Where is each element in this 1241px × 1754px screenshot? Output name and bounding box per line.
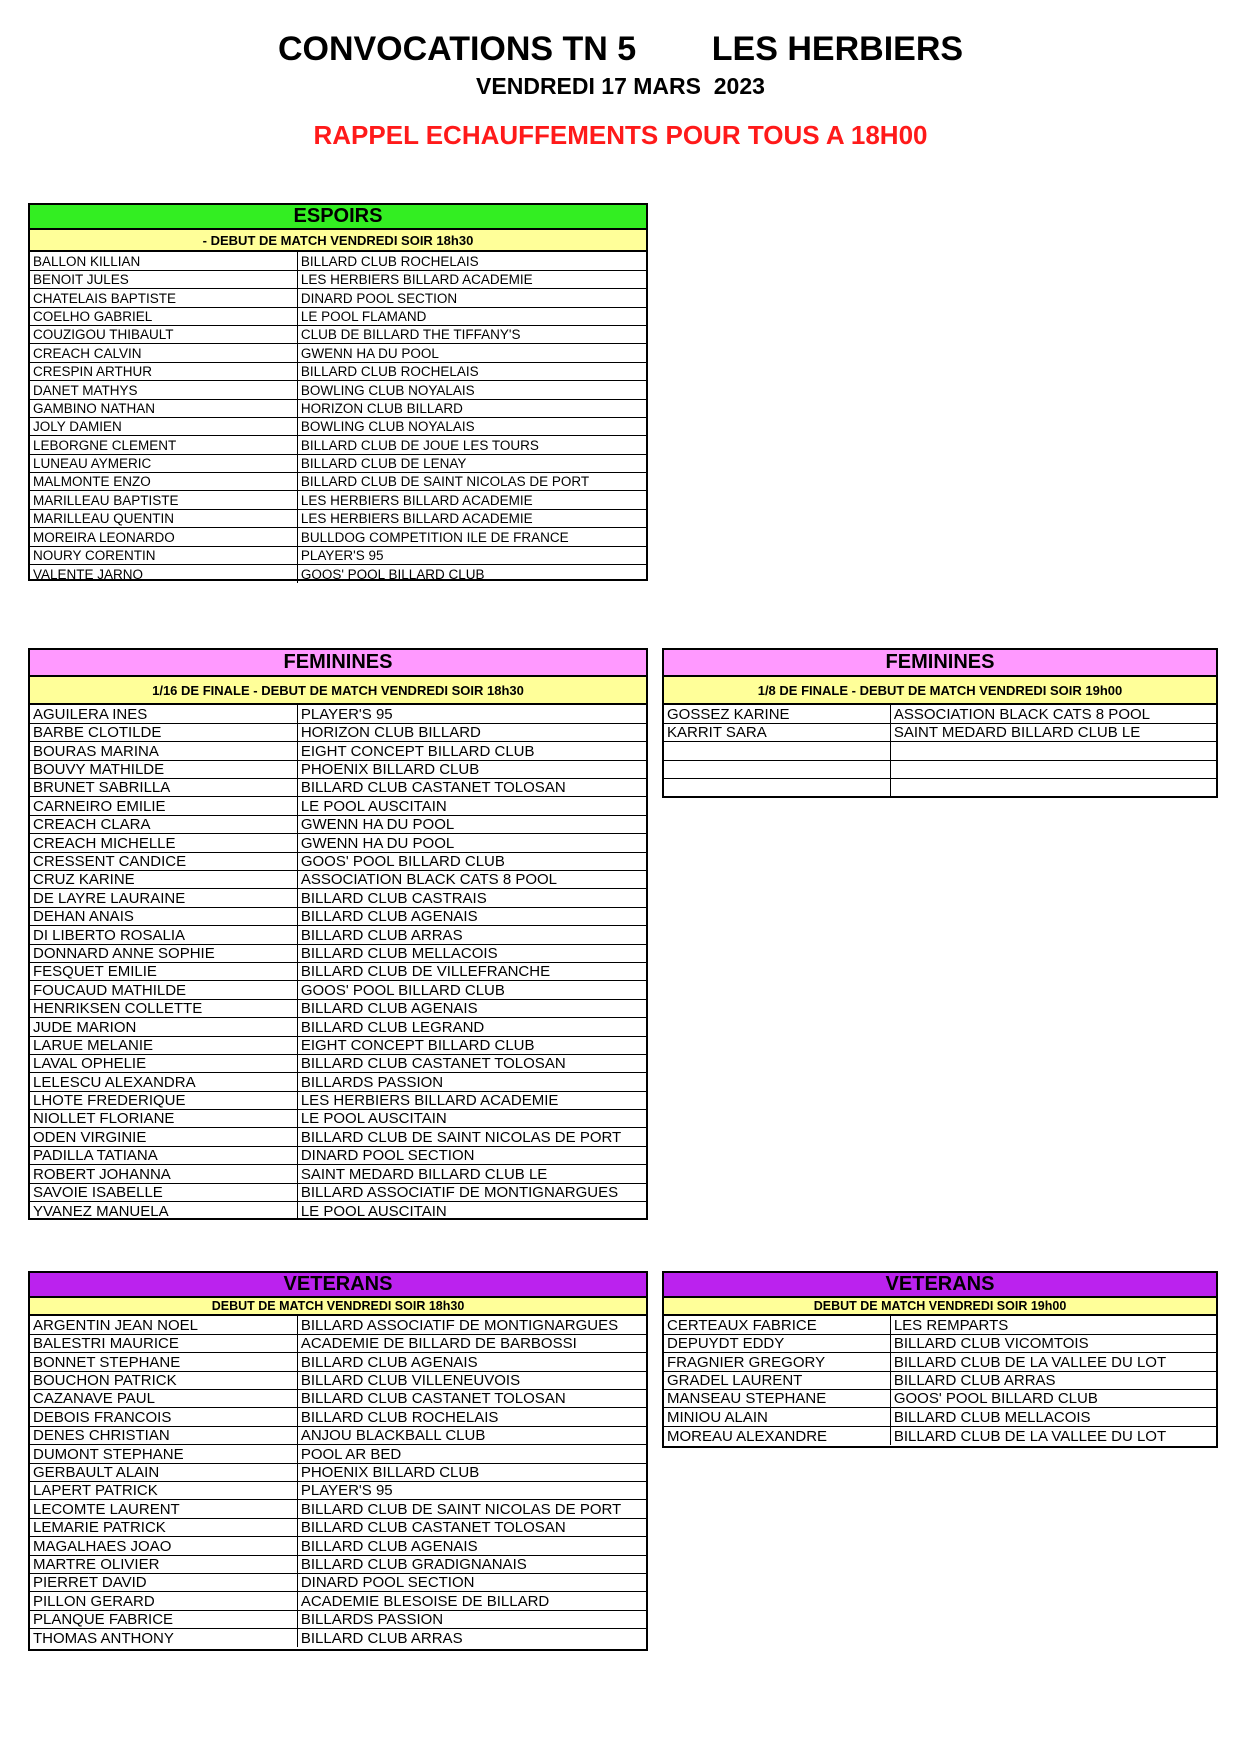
table-row bbox=[664, 1390, 1216, 1408]
table-row bbox=[30, 834, 646, 852]
espoirs-header: ESPOIRS bbox=[30, 205, 646, 230]
espoirs-list bbox=[30, 252, 646, 583]
page-title: CONVOCATIONS TN 5 LES HERBIERS bbox=[277, 30, 964, 68]
player-name: PADILLA TATIANA bbox=[30, 1146, 297, 1164]
club-name: BILLARD CLUB AGENAIS bbox=[297, 1537, 646, 1555]
player-name: JOLY DAMIEN bbox=[30, 417, 297, 435]
table-row bbox=[30, 270, 646, 288]
table-row bbox=[30, 1555, 646, 1573]
player-name: LELESCU ALEXANDRA bbox=[30, 1073, 297, 1091]
club-name: BILLARD CLUB AGENAIS bbox=[297, 1353, 646, 1371]
table-row bbox=[30, 1408, 646, 1426]
table-row bbox=[30, 760, 646, 778]
player-name: COELHO GABRIEL bbox=[30, 307, 297, 325]
table-row bbox=[30, 1110, 646, 1128]
club-name: EIGHT CONCEPT BILLARD CLUB bbox=[297, 742, 646, 760]
player-name: MAGALHAES JOAO bbox=[30, 1537, 297, 1555]
club-name: PHOENIX BILLARD CLUB bbox=[297, 760, 646, 778]
club-name: BILLARD CLUB AGENAIS bbox=[297, 907, 646, 925]
player-name: CREACH MICHELLE bbox=[30, 834, 297, 852]
table-row bbox=[30, 252, 646, 270]
table-row bbox=[30, 1183, 646, 1201]
table-row bbox=[30, 1091, 646, 1109]
player-name: SAVOIE ISABELLE bbox=[30, 1183, 297, 1201]
feminines-8-list bbox=[664, 705, 1216, 797]
table-row bbox=[30, 999, 646, 1017]
table-row bbox=[30, 1573, 646, 1591]
table-row bbox=[30, 1202, 646, 1220]
player-name: BOUVY MATHILDE bbox=[30, 760, 297, 778]
espoirs-table bbox=[28, 203, 648, 581]
table-row bbox=[664, 1371, 1216, 1389]
club-name: PLAYER'S 95 bbox=[297, 705, 646, 723]
table-row bbox=[30, 1128, 646, 1146]
player-name: MARTRE OLIVIER bbox=[30, 1555, 297, 1573]
table-row bbox=[30, 1500, 646, 1518]
player-name: NIOLLET FLORIANE bbox=[30, 1110, 297, 1128]
player-name: THOMAS ANTHONY bbox=[30, 1629, 297, 1647]
table-row bbox=[30, 779, 646, 797]
club-name: LE POOL AUSCITAIN bbox=[297, 1110, 646, 1128]
club-name: ACADEMIE DE BILLARD DE BARBOSSI bbox=[297, 1334, 646, 1352]
table-row bbox=[30, 1610, 646, 1628]
club-name: EIGHT CONCEPT BILLARD CLUB bbox=[297, 1036, 646, 1054]
club-name: BILLARD CLUB DE VILLEFRANCHE bbox=[297, 962, 646, 980]
club-name: BILLARD CLUB DE JOUE LES TOURS bbox=[297, 436, 646, 454]
player-name: ARGENTIN JEAN NOEL bbox=[30, 1316, 297, 1334]
player-name: ODEN VIRGINIE bbox=[30, 1128, 297, 1146]
table-row bbox=[30, 1426, 646, 1444]
table-row bbox=[30, 705, 646, 723]
club-name: BILLARD CLUB AGENAIS bbox=[297, 999, 646, 1017]
feminines-16-subheader: 1/16 DE FINALE - DEBUT DE MATCH VENDREDI SOIR 18h30 bbox=[30, 677, 646, 705]
player-name: CRUZ KARINE bbox=[30, 871, 297, 889]
table-row bbox=[30, 852, 646, 870]
club-name: LES HERBIERS BILLARD ACADEMIE bbox=[297, 270, 646, 288]
table-row bbox=[664, 1316, 1216, 1334]
player-name: MANSEAU STEPHANE bbox=[664, 1390, 890, 1408]
club-name: ASSOCIATION BLACK CATS 8 POOL bbox=[297, 871, 646, 889]
player-name: LECOMTE LAURENT bbox=[30, 1500, 297, 1518]
club-name: BOWLING CLUB NOYALAIS bbox=[297, 417, 646, 435]
table-row bbox=[664, 1408, 1216, 1426]
club-name: GWENN HA DU POOL bbox=[297, 344, 646, 362]
club-name: LES HERBIERS BILLARD ACADEMIE bbox=[297, 509, 646, 527]
table-row bbox=[30, 344, 646, 362]
table-row bbox=[30, 1165, 646, 1183]
club-name: BILLARD CLUB MELLACOIS bbox=[890, 1408, 1216, 1426]
club-name: BILLARD CLUB ARRAS bbox=[890, 1371, 1216, 1389]
club-name: BILLARD CLUB CASTANET TOLOSAN bbox=[297, 1390, 646, 1408]
club-name: BILLARD ASSOCIATIF DE MONTIGNARGUES bbox=[297, 1316, 646, 1334]
table-row bbox=[30, 1482, 646, 1500]
club-name: ACADEMIE BLESOISE DE BILLARD bbox=[297, 1592, 646, 1610]
club-name: PLAYER'S 95 bbox=[297, 546, 646, 564]
table-row bbox=[30, 1537, 646, 1555]
player-name: KARRIT SARA bbox=[664, 723, 890, 741]
club-name bbox=[890, 742, 1216, 760]
table-row bbox=[30, 289, 646, 307]
player-name: MARILLEAU QUENTIN bbox=[30, 509, 297, 527]
feminines-8-header: FEMININES bbox=[664, 650, 1216, 677]
player-name: DEBOIS FRANCOIS bbox=[30, 1408, 297, 1426]
veterans-1830-table bbox=[28, 1271, 648, 1651]
club-name: BILLARD CLUB DE LENAY bbox=[297, 454, 646, 472]
table-row bbox=[30, 1629, 646, 1647]
table-row bbox=[30, 1334, 646, 1352]
club-name: BILLARD CLUB CASTANET TOLOSAN bbox=[297, 1054, 646, 1072]
club-name: DINARD POOL SECTION bbox=[297, 289, 646, 307]
table-row bbox=[30, 1463, 646, 1481]
club-name: BILLARD CLUB DE LA VALLEE DU LOT bbox=[893, 1427, 1167, 1445]
club-name: DINARD POOL SECTION bbox=[297, 1146, 646, 1164]
club-name: BILLARD CLUB ROCHELAIS bbox=[297, 362, 646, 380]
player-name: CREACH CLARA bbox=[30, 815, 297, 833]
club-name: GOOS' POOL BILLARD CLUB bbox=[297, 852, 646, 870]
player-name: LAPERT PATRICK bbox=[30, 1482, 297, 1500]
player-name: HENRIKSEN COLLETTE bbox=[30, 999, 297, 1017]
player-name bbox=[664, 779, 890, 797]
player-name: FOUCAUD MATHILDE bbox=[30, 981, 297, 999]
feminines-16-header: FEMININES bbox=[30, 650, 646, 677]
player-name bbox=[664, 742, 890, 760]
club-name: BILLARDS PASSION bbox=[297, 1610, 646, 1628]
veterans-1830-subheader: DEBUT DE MATCH VENDREDI SOIR 18h30 bbox=[30, 1298, 646, 1316]
player-name: GERBAULT ALAIN bbox=[30, 1463, 297, 1481]
table-row bbox=[30, 417, 646, 435]
table-row bbox=[30, 1036, 646, 1054]
club-name: BILLARD CLUB VILLENEUVOIS bbox=[297, 1371, 646, 1389]
club-name: GOOS' POOL BILLARD CLUB bbox=[297, 981, 646, 999]
table-row bbox=[30, 1390, 646, 1408]
table-row bbox=[30, 1371, 646, 1389]
player-name: MALMONTE ENZO bbox=[30, 473, 297, 491]
player-name: ROBERT JOHANNA bbox=[30, 1165, 297, 1183]
player-name: COUZIGOU THIBAULT bbox=[30, 326, 297, 344]
club-name: BILLARD CLUB ROCHELAIS bbox=[297, 1408, 646, 1426]
table-row bbox=[30, 907, 646, 925]
club-name: BILLARD CLUB CASTANET TOLOSAN bbox=[297, 779, 646, 797]
player-name: LARUE MELANIE bbox=[30, 1036, 297, 1054]
player-name: CAZANAVE PAUL bbox=[30, 1390, 297, 1408]
club-name: DINARD POOL SECTION bbox=[297, 1573, 646, 1591]
player-name: GAMBINO NATHAN bbox=[30, 399, 297, 417]
veterans-1830-header: VETERANS bbox=[30, 1273, 646, 1298]
table-row bbox=[30, 1073, 646, 1091]
table-row bbox=[664, 760, 1216, 778]
veterans-1830-list bbox=[30, 1316, 646, 1647]
player-name: FRAGNIER GREGORY bbox=[664, 1353, 890, 1371]
player-name: MOREAU ALEXANDRE bbox=[664, 1426, 890, 1444]
table-row bbox=[30, 1353, 646, 1371]
player-name: BALESTRI MAURICE bbox=[30, 1334, 297, 1352]
player-name: DENES CHRISTIAN bbox=[30, 1426, 297, 1444]
table-row bbox=[30, 491, 646, 509]
club-name: HORIZON CLUB BILLARD bbox=[297, 723, 646, 741]
feminines-16-table bbox=[28, 648, 648, 1220]
club-name: LE POOL AUSCITAIN bbox=[300, 1202, 447, 1220]
club-name: BILLARD ASSOCIATIF DE MONTIGNARGUES bbox=[297, 1183, 646, 1201]
club-name: GOOS' POOL BILLARD CLUB bbox=[890, 1390, 1216, 1408]
player-name: AGUILERA INES bbox=[30, 705, 297, 723]
player-name: YVANEZ MANUELA bbox=[30, 1202, 297, 1220]
club-name: LES HERBIERS BILLARD ACADEMIE bbox=[297, 491, 646, 509]
club-name bbox=[890, 760, 1216, 778]
player-name: BONNET STEPHANE bbox=[30, 1353, 297, 1371]
player-name: CHATELAIS BAPTISTE bbox=[30, 289, 297, 307]
table-row bbox=[30, 1592, 646, 1610]
table-row bbox=[664, 742, 1216, 760]
veterans-1900-subheader: DEBUT DE MATCH VENDREDI SOIR 19h00 bbox=[664, 1298, 1216, 1316]
player-name: BOURAS MARINA bbox=[30, 742, 297, 760]
warmup-reminder: RAPPEL ECHAUFFEMENTS POUR TOUS A 18H00 bbox=[313, 120, 928, 150]
player-name: LHOTE FREDERIQUE bbox=[30, 1091, 297, 1109]
club-name: BILLARD CLUB DE SAINT NICOLAS DE PORT bbox=[297, 473, 646, 491]
veterans-1900-table bbox=[662, 1271, 1218, 1448]
club-name: BILLARD CLUB GRADIGNANAIS bbox=[297, 1555, 646, 1573]
player-name: DANET MATHYS bbox=[30, 381, 297, 399]
table-row bbox=[664, 1334, 1216, 1352]
table-row bbox=[30, 981, 646, 999]
player-name: MOREIRA LEONARDO bbox=[30, 528, 297, 546]
player-name: GOSSEZ KARINE bbox=[664, 705, 890, 723]
table-row bbox=[30, 1054, 646, 1072]
table-row bbox=[30, 871, 646, 889]
table-row bbox=[30, 926, 646, 944]
player-name: DE LAYRE LAURAINE bbox=[30, 889, 297, 907]
table-row bbox=[30, 742, 646, 760]
player-name: DUMONT STEPHANE bbox=[30, 1445, 297, 1463]
table-row bbox=[30, 546, 646, 564]
player-name: VALENTE JARNO bbox=[30, 564, 297, 582]
club-name: ANJOU BLACKBALL CLUB bbox=[297, 1426, 646, 1444]
table-row bbox=[30, 509, 646, 527]
club-name: BILLARD CLUB CASTANET TOLOSAN bbox=[297, 1518, 646, 1536]
player-name: CERTEAUX FABRICE bbox=[664, 1316, 890, 1334]
club-name: LE POOL FLAMAND bbox=[297, 307, 646, 325]
club-name bbox=[890, 779, 1216, 797]
table-row bbox=[30, 797, 646, 815]
player-name: DI LIBERTO ROSALIA bbox=[30, 926, 297, 944]
player-name: BRUNET SABRILLA bbox=[30, 779, 297, 797]
table-row bbox=[30, 454, 646, 472]
player-name: PILLON GERARD bbox=[30, 1592, 297, 1610]
player-name: PLANQUE FABRICE bbox=[30, 1610, 297, 1628]
club-name: CLUB DE BILLARD THE TIFFANY'S bbox=[297, 326, 646, 344]
table-row bbox=[30, 962, 646, 980]
club-name: BILLARD CLUB ROCHELAIS bbox=[297, 252, 646, 270]
table-row bbox=[30, 528, 646, 546]
player-name: BENOIT JULES bbox=[30, 270, 297, 288]
club-name: GOOS' POOL BILLARD CLUB bbox=[300, 566, 485, 582]
club-name: BILLARDS PASSION bbox=[297, 1073, 646, 1091]
table-row bbox=[30, 564, 646, 582]
table-row bbox=[30, 1018, 646, 1036]
table-row bbox=[664, 1426, 1216, 1444]
player-name: JUDE MARION bbox=[30, 1018, 297, 1036]
table-row bbox=[664, 723, 1216, 741]
club-name: BULLDOG COMPETITION ILE DE FRANCE bbox=[297, 528, 646, 546]
table-row bbox=[664, 779, 1216, 797]
club-name: PHOENIX BILLARD CLUB bbox=[297, 1463, 646, 1481]
player-name: DONNARD ANNE SOPHIE bbox=[30, 944, 297, 962]
player-name: CARNEIRO EMILIE bbox=[30, 797, 297, 815]
club-name: LES REMPARTS bbox=[890, 1316, 1216, 1334]
player-name: BARBE CLOTILDE bbox=[30, 723, 297, 741]
event-date: VENDREDI 17 MARS 2023 bbox=[476, 73, 765, 99]
feminines-16-list bbox=[30, 705, 646, 1220]
table-row bbox=[30, 326, 646, 344]
club-name: HORIZON CLUB BILLARD bbox=[297, 399, 646, 417]
table-row bbox=[30, 944, 646, 962]
table-row bbox=[30, 1445, 646, 1463]
table-row bbox=[30, 1316, 646, 1334]
club-name: BILLARD CLUB DE SAINT NICOLAS DE PORT bbox=[297, 1128, 646, 1146]
player-name: GRADEL LAURENT bbox=[664, 1371, 890, 1389]
club-name: LE POOL AUSCITAIN bbox=[297, 797, 646, 815]
club-name: BILLARD CLUB ARRAS bbox=[300, 1630, 463, 1648]
player-name: PIERRET DAVID bbox=[30, 1573, 297, 1591]
club-name: GWENN HA DU POOL bbox=[297, 834, 646, 852]
player-name: MARILLEAU BAPTISTE bbox=[30, 491, 297, 509]
club-name: GWENN HA DU POOL bbox=[297, 815, 646, 833]
club-name: BILLARD CLUB LEGRAND bbox=[297, 1018, 646, 1036]
table-row bbox=[30, 362, 646, 380]
table-row bbox=[30, 1146, 646, 1164]
player-name: LUNEAU AYMERIC bbox=[30, 454, 297, 472]
player-name: BOUCHON PATRICK bbox=[30, 1371, 297, 1389]
player-name: CREACH CALVIN bbox=[30, 344, 297, 362]
club-name: BILLARD CLUB VICOMTOIS bbox=[890, 1334, 1216, 1352]
player-name: LEMARIE PATRICK bbox=[30, 1518, 297, 1536]
club-name: SAINT MEDARD BILLARD CLUB LE bbox=[297, 1165, 646, 1183]
player-name: LAVAL OPHELIE bbox=[30, 1054, 297, 1072]
club-name: BILLARD CLUB MELLACOIS bbox=[297, 944, 646, 962]
club-name: LES HERBIERS BILLARD ACADEMIE bbox=[297, 1091, 646, 1109]
feminines-8-table bbox=[662, 648, 1218, 798]
player-name: BALLON KILLIAN bbox=[30, 252, 297, 270]
player-name: MINIOU ALAIN bbox=[664, 1408, 890, 1426]
club-name: BILLARD CLUB DE SAINT NICOLAS DE PORT bbox=[297, 1500, 646, 1518]
veterans-1900-header: VETERANS bbox=[664, 1273, 1216, 1298]
table-row bbox=[30, 399, 646, 417]
club-name: BILLARD CLUB ARRAS bbox=[297, 926, 646, 944]
club-name: SAINT MEDARD BILLARD CLUB LE bbox=[890, 723, 1216, 741]
club-name: PLAYER'S 95 bbox=[297, 1482, 646, 1500]
table-row bbox=[664, 1353, 1216, 1371]
club-name: POOL AR BED bbox=[297, 1445, 646, 1463]
player-name: LEBORGNE CLEMENT bbox=[30, 436, 297, 454]
table-row bbox=[30, 1518, 646, 1536]
player-name: DEHAN ANAIS bbox=[30, 907, 297, 925]
player-name: DEPUYDT EDDY bbox=[664, 1334, 890, 1352]
table-row bbox=[30, 815, 646, 833]
table-row bbox=[664, 705, 1216, 723]
player-name: CRESPIN ARTHUR bbox=[30, 362, 297, 380]
player-name: CRESSENT CANDICE bbox=[30, 852, 297, 870]
player-name: NOURY CORENTIN bbox=[30, 546, 297, 564]
table-row bbox=[30, 307, 646, 325]
club-name: BILLARD CLUB DE LA VALLEE DU LOT bbox=[890, 1353, 1216, 1371]
table-row bbox=[30, 889, 646, 907]
feminines-8-subheader: 1/8 DE FINALE - DEBUT DE MATCH VENDREDI SOIR 19h00 bbox=[664, 677, 1216, 705]
table-row bbox=[30, 436, 646, 454]
club-name: BILLARD CLUB CASTRAIS bbox=[297, 889, 646, 907]
table-row bbox=[30, 381, 646, 399]
player-name: FESQUET EMILIE bbox=[30, 962, 297, 980]
table-row bbox=[30, 473, 646, 491]
club-name: BOWLING CLUB NOYALAIS bbox=[297, 381, 646, 399]
espoirs-subheader: - DEBUT DE MATCH VENDREDI SOIR 18h30 bbox=[30, 230, 646, 252]
player-name bbox=[664, 760, 890, 778]
veterans-1900-list bbox=[664, 1316, 1216, 1445]
table-row bbox=[30, 723, 646, 741]
club-name: ASSOCIATION BLACK CATS 8 POOL bbox=[890, 705, 1216, 723]
